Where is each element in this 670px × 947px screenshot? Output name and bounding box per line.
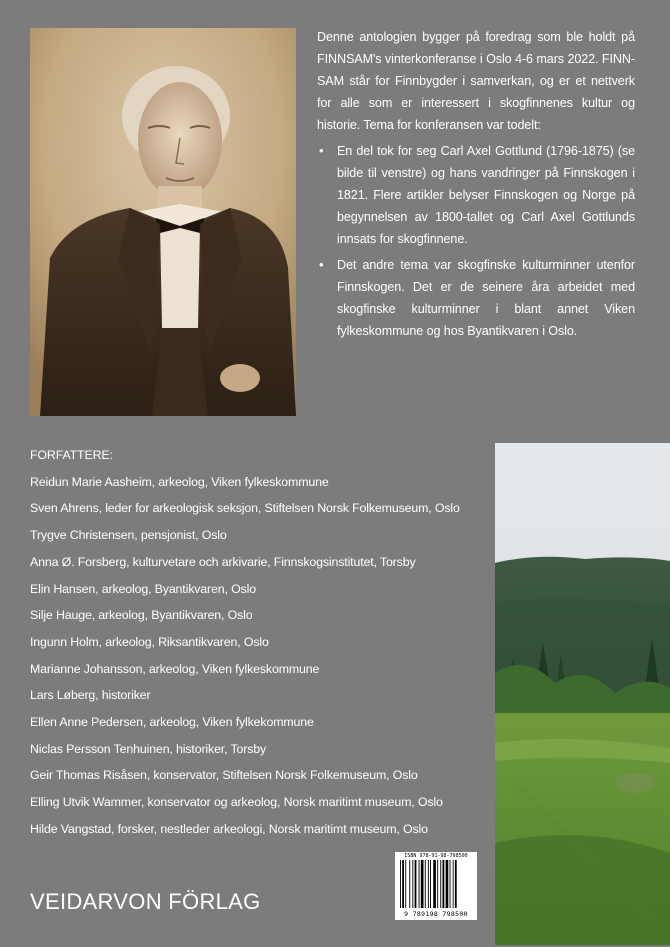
author-entry: Reidun Marie Aasheim, arkeolog, Viken fylkeskommune	[30, 474, 329, 489]
author-entry: Trygve Christensen, pensjonist, Oslo	[30, 528, 227, 543]
author-entry: Geir Thomas Risåsen, konservator, Stiftelsen Norsk Folkemuseum, Oslo	[30, 768, 418, 783]
author-entry: Lars Løberg, historiker	[30, 688, 151, 703]
author-entry: Elin Hansen, arkeolog, Byantikvaren, Oslo	[30, 581, 256, 596]
portrait-photo	[30, 28, 296, 416]
landscape-photo	[495, 443, 670, 945]
author-entry: Niclas Persson Tenhuinen, historiker, Torsby	[30, 741, 267, 756]
blurb-bullet-list	[317, 140, 635, 342]
blurb	[317, 26, 635, 342]
blurb-intro: Denne antologien bygger på foredrag som ble holdt på FINNSAM's vinterkonferanse i Oslo 4-6 mars 2022. FINN-SAM står for Finnbygder i samverkan, og er et nettverk for alle som er interessert i skogfinnenes kultur og historie. Tema for konferansen var todelt:	[317, 30, 635, 132]
author-entry: Silje Hauge, arkeolog, Byantikvaren, Oslo	[30, 608, 253, 623]
isbn-label: ISBN 978-91-98-798500	[404, 853, 468, 859]
authors-heading: FORFATTERE:	[30, 448, 113, 462]
author-entry: Anna Ø. Forsberg, kulturvetare och arkivarie, Finnskogsinstitutet, Torsby	[30, 554, 416, 569]
author-entry: Elling Utvik Wammer, konservator og arkeolog, Norsk maritimt museum, Oslo	[30, 795, 443, 810]
author-entry: Ellen Anne Pedersen, arkeolog, Viken fylkekommune	[30, 715, 314, 730]
author-entry: Sven Ahrens, leder for arkeologisk seksjon, Stiftelsen Norsk Folkemuseum, Oslo	[30, 501, 460, 516]
author-entry: Hilde Vangstad, forsker, nestleder arkeologi, Norsk maritimt museum, Oslo	[30, 821, 428, 836]
author-entry: Ingunn Holm, arkeolog, Riksantikvaren, Oslo	[30, 634, 269, 649]
author-entry: Marianne Johansson, arkeolog, Viken fylkeskommune	[30, 661, 320, 676]
isbn-barcode	[395, 852, 477, 920]
blurb-bullet: • Det andre tema var skogfinske kulturminner utenfor Finnskogen. Det er de seinere åra arbeidet med skogfinske kulturminner i blant annet Viken fylkeskommune og hos Byantikvaren i Oslo.	[337, 254, 635, 342]
blurb-bullet: • En del tok for seg Carl Axel Gottlund (1796-1875) (se bilde til venstre) og hans vandringer på Finnskogen i 1821. Flere artikler belyser Finnskogen og Norge på begynnelsen av 1800-tallet og Carl Axel Gottlunds innsats for skogfinnene.	[337, 140, 635, 250]
barcode-digits: 9 789198 798500	[404, 910, 468, 918]
authors-list	[30, 442, 490, 843]
publisher-name: VEIDARVON FÖRLAG	[30, 889, 261, 914]
